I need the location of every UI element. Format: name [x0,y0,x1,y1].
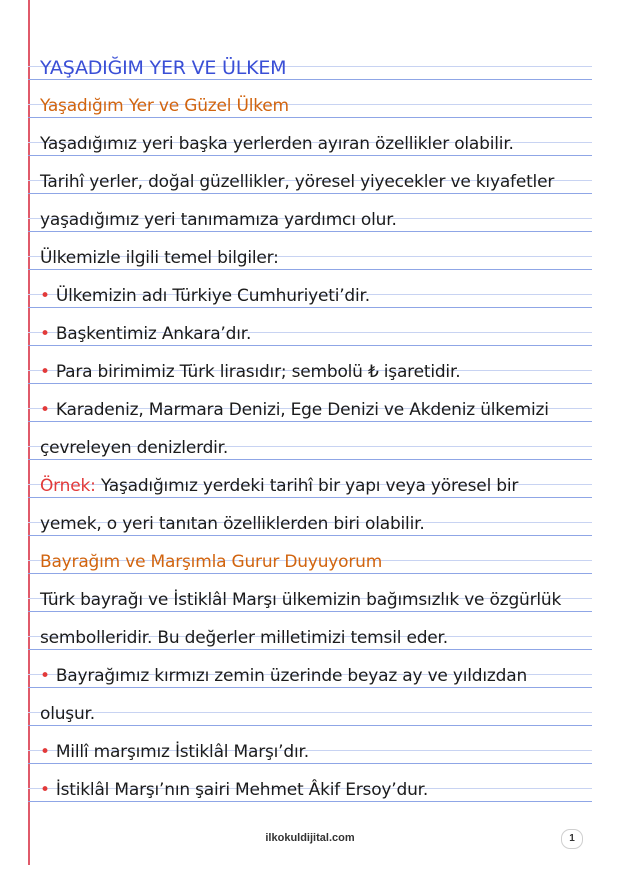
list-item [40,400,590,420]
list-item [40,362,590,382]
example-line: yemek, o yeri tanıtan özelliklerden biri olabilir. [40,514,425,534]
ruled-line [28,763,592,764]
paragraph-line: yaşadığımız yeri tanımamıza yardımcı olur. [40,210,397,230]
ruled-line [28,117,592,118]
list-item-text: Başkentimiz Ankara’dır. [55,324,252,344]
list-item [40,324,590,344]
bullet-icon: • [40,324,50,344]
ruled-line [28,307,592,308]
paragraph-line: Türk bayrağı ve İstiklâl Marşı ülkemizin bağımsızlık ve özgürlük [40,590,562,610]
margin-line [28,0,30,865]
list-item-continuation: oluşur. [40,704,95,724]
example-line [40,476,590,496]
ruled-line [28,497,592,498]
section-heading-flag: Bayrağım ve Marşımla Gurur Duyuyorum [40,552,383,572]
list-item-text: Karadeniz, Marmara Denizi, Ege Denizi ve Akdeniz ülkemizi [55,400,549,420]
ruled-line [28,801,592,802]
bullet-icon: • [40,362,50,382]
list-item-text: Ülkemizin adı Türkiye Cumhuriyeti’dir. [55,286,370,306]
ruled-line [28,725,592,726]
ruled-line [28,535,592,536]
paragraph-line: Ülkemizle ilgili temel bilgiler: [40,248,279,268]
bullet-icon: • [40,400,50,420]
bullet-icon: • [40,666,50,686]
list-item-text: Millî marşımız İstiklâl Marşı’dır. [55,742,309,762]
page-title: YAŞADIĞIM YER VE ÜLKEM [40,57,287,79]
paragraph-line: sembolleridir. Bu değerler milletimizi temsil eder. [40,628,448,648]
footer-site: ilkokuldijital.com [265,832,355,844]
ruled-line [28,687,592,688]
ruled-line [28,459,592,460]
paragraph-line: Yaşadığımız yeri başka yerlerden ayıran özellikler olabilir. [40,134,514,154]
ruled-line [28,269,592,270]
bullet-icon: • [40,780,50,800]
ruled-line [28,421,592,422]
list-item [40,742,590,762]
paragraph-line: Tarihî yerler, doğal güzellikler, yöresel yiyecekler ve kıyafetler [40,172,555,192]
ruled-line [28,611,592,612]
example-label: Örnek: [40,476,96,496]
list-item-text: İstiklâl Marşı’nın şairi Mehmet Âkif Ersoy’dur. [55,780,429,800]
ruled-line [28,573,592,574]
list-item-text: Para birimimiz Türk lirasıdır; sembolü ₺ işaretidir. [55,362,461,382]
ruled-line [28,155,592,156]
ruled-line [28,193,592,194]
list-item-text: Bayrağımız kırmızı zemin üzerinde beyaz ay ve yıldızdan [55,666,528,686]
list-item [40,666,590,686]
bullet-icon: • [40,286,50,306]
section-heading-place: Yaşadığım Yer ve Güzel Ülkem [40,96,289,116]
ruled-line [28,649,592,650]
bullet-icon: • [40,742,50,762]
list-item [40,286,590,306]
ruled-line [28,383,592,384]
list-item [40,780,590,800]
ruled-line [28,79,592,80]
page-number: 1 [561,829,583,849]
ruled-line [28,345,592,346]
ruled-line [28,231,592,232]
example-text: Yaşadığımız yerdeki tarihî bir yapı veya yöresel bir [100,476,519,496]
list-item-continuation: çevreleyen denizlerdir. [40,438,229,458]
